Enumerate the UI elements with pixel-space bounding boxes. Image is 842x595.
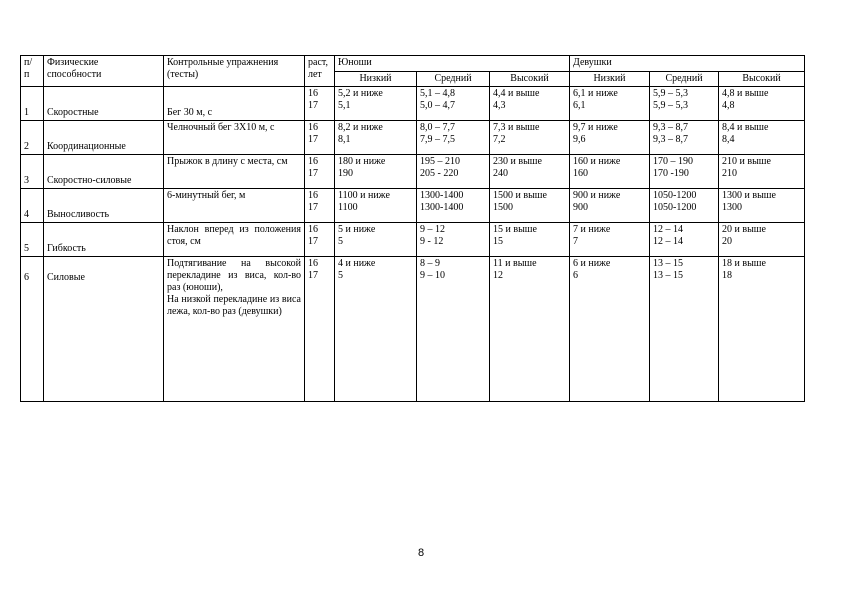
girls-value: 20 и выше bbox=[722, 224, 766, 235]
row-number: 3 bbox=[21, 155, 44, 189]
boys-value: 1100 и ниже bbox=[338, 190, 390, 201]
row-ability: Выносливость bbox=[44, 189, 164, 223]
boys-value: 8,2 и ниже bbox=[338, 122, 383, 133]
boys-level-0 bbox=[335, 87, 417, 121]
girls-value: 900 bbox=[573, 202, 588, 213]
boys-value: 180 и ниже bbox=[338, 156, 386, 167]
exercise-text: Наклон вперед из положения стоя, см bbox=[167, 224, 301, 247]
boys-level-2 bbox=[490, 223, 570, 257]
boys-value: 5 bbox=[338, 236, 343, 247]
boys-value: 1100 bbox=[338, 202, 358, 213]
table-row bbox=[21, 155, 805, 189]
boys-value: 230 и выше bbox=[493, 156, 542, 167]
boys-value: 5,1 – 4,8 bbox=[420, 88, 455, 99]
boys-value: 15 и выше bbox=[493, 224, 537, 235]
page-number: 8 bbox=[417, 547, 425, 559]
girls-value: 6 bbox=[573, 270, 578, 281]
girls-value: 4,8 и выше bbox=[722, 88, 769, 99]
girls-level-2 bbox=[719, 257, 805, 402]
row-number: 5 bbox=[21, 223, 44, 257]
row-exercise bbox=[164, 189, 305, 223]
age-value: 17 bbox=[308, 168, 318, 179]
girls-value: 13 – 15 bbox=[653, 270, 683, 281]
girls-value: 170 -190 bbox=[653, 168, 689, 179]
header-num: п/ п bbox=[21, 56, 44, 87]
row-ages bbox=[305, 121, 335, 155]
boys-value: 4,3 bbox=[493, 100, 506, 111]
row-ages bbox=[305, 155, 335, 189]
boys-value: 12 bbox=[493, 270, 503, 281]
row-exercise bbox=[164, 257, 305, 402]
boys-value: 195 – 210 bbox=[420, 156, 460, 167]
boys-value: 7,2 bbox=[493, 134, 506, 145]
age-value: 17 bbox=[308, 202, 318, 213]
girls-value: 9,3 – 8,7 bbox=[653, 122, 688, 133]
exercise-extra-text: На низкой перекладине из виса лежа, кол-во раз (девушки) bbox=[167, 294, 301, 317]
boys-level-1 bbox=[417, 189, 490, 223]
girls-value: 9,7 и ниже bbox=[573, 122, 618, 133]
row-ages bbox=[305, 87, 335, 121]
table-row bbox=[21, 87, 805, 121]
girls-value: 6,1 bbox=[573, 100, 586, 111]
row-number: 1 bbox=[21, 87, 44, 121]
girls-value: 1050-1200 bbox=[653, 190, 697, 201]
girls-value: 4,8 bbox=[722, 100, 735, 111]
row-ability: Координационные bbox=[44, 121, 164, 155]
girls-value: 160 bbox=[573, 168, 588, 179]
row-number: 6 bbox=[21, 257, 44, 402]
boys-value: 5,0 – 4,7 bbox=[420, 100, 455, 111]
row-exercise bbox=[164, 155, 305, 189]
girls-level-0 bbox=[570, 121, 650, 155]
boys-value: 8,0 – 7,7 bbox=[420, 122, 455, 133]
header-age: раст, лет bbox=[305, 56, 335, 87]
girls-level-0 bbox=[570, 155, 650, 189]
boys-value: 8 – 9 bbox=[420, 258, 440, 269]
boys-value: 1300-1400 bbox=[420, 190, 464, 201]
girls-level-1 bbox=[650, 121, 719, 155]
boys-level-0 bbox=[335, 189, 417, 223]
row-exercise bbox=[164, 223, 305, 257]
girls-value: 12 – 14 bbox=[653, 224, 683, 235]
exercise-text: Челночный бег 3Х10 м, с bbox=[167, 122, 275, 133]
boys-level-1 bbox=[417, 223, 490, 257]
boys-level-2 bbox=[490, 155, 570, 189]
girls-level-1 bbox=[650, 257, 719, 402]
boys-level-1 bbox=[417, 155, 490, 189]
row-ages bbox=[305, 223, 335, 257]
boys-value: 7,3 и выше bbox=[493, 122, 540, 133]
row-ages bbox=[305, 189, 335, 223]
header-row-top bbox=[21, 56, 805, 72]
girls-value: 20 bbox=[722, 236, 732, 247]
boys-level-1 bbox=[417, 121, 490, 155]
boys-level-0 bbox=[335, 257, 417, 402]
exercise-text: Подтягивание на высокой перекладине из виса, кол-во раз (юноши), bbox=[167, 258, 301, 293]
girls-value: 18 bbox=[722, 270, 732, 281]
girls-value: 18 и выше bbox=[722, 258, 766, 269]
girls-value: 8,4 и выше bbox=[722, 122, 769, 133]
boys-value: 9 – 10 bbox=[420, 270, 445, 281]
girls-level-2 bbox=[719, 155, 805, 189]
girls-level-1 bbox=[650, 155, 719, 189]
girls-value: 1300 bbox=[722, 202, 742, 213]
boys-value: 240 bbox=[493, 168, 508, 179]
age-value: 16 bbox=[308, 122, 318, 133]
girls-value: 170 – 190 bbox=[653, 156, 693, 167]
exercise-text: Бег 30 м, с bbox=[167, 107, 213, 118]
age-value: 16 bbox=[308, 88, 318, 99]
age-value: 17 bbox=[308, 100, 318, 111]
boys-value: 5 и ниже bbox=[338, 224, 376, 235]
girls-value: 7 и ниже bbox=[573, 224, 611, 235]
girls-level-0 bbox=[570, 189, 650, 223]
table-row bbox=[21, 121, 805, 155]
header-boys: Юноши bbox=[335, 56, 570, 72]
table-row bbox=[21, 223, 805, 257]
boys-value: 9 - 12 bbox=[420, 236, 444, 247]
boys-value: 4,4 и выше bbox=[493, 88, 540, 99]
girls-value: 160 и ниже bbox=[573, 156, 621, 167]
header-boys-high: Высокий bbox=[490, 71, 570, 87]
header-girls-mid: Средний bbox=[650, 71, 719, 87]
girls-value: 12 – 14 bbox=[653, 236, 683, 247]
boys-value: 11 и выше bbox=[493, 258, 537, 269]
boys-level-0 bbox=[335, 121, 417, 155]
girls-value: 1050-1200 bbox=[653, 202, 697, 213]
girls-level-1 bbox=[650, 87, 719, 121]
girls-level-1 bbox=[650, 223, 719, 257]
girls-value: 7 bbox=[573, 236, 578, 247]
header-girls-low: Низкий bbox=[570, 71, 650, 87]
boys-value: 8,1 bbox=[338, 134, 351, 145]
girls-value: 9,3 – 8,7 bbox=[653, 134, 688, 145]
header-boys-mid: Средний bbox=[417, 71, 490, 87]
row-exercise bbox=[164, 121, 305, 155]
girls-value: 6 и ниже bbox=[573, 258, 611, 269]
boys-value: 15 bbox=[493, 236, 503, 247]
girls-value: 5,9 – 5,3 bbox=[653, 88, 688, 99]
girls-value: 5,9 – 5,3 bbox=[653, 100, 688, 111]
girls-level-1 bbox=[650, 189, 719, 223]
row-ability: Скоростно-силовые bbox=[44, 155, 164, 189]
girls-value: 9,6 bbox=[573, 134, 586, 145]
age-value: 17 bbox=[308, 134, 318, 145]
boys-value: 205 - 220 bbox=[420, 168, 459, 179]
girls-value: 13 – 15 bbox=[653, 258, 683, 269]
age-value: 17 bbox=[308, 270, 318, 281]
table-row bbox=[21, 257, 805, 402]
header-boys-low: Низкий bbox=[335, 71, 417, 87]
boys-level-1 bbox=[417, 257, 490, 402]
girls-level-2 bbox=[719, 87, 805, 121]
boys-level-0 bbox=[335, 155, 417, 189]
girls-level-2 bbox=[719, 223, 805, 257]
fitness-norms-table bbox=[20, 55, 805, 402]
age-value: 16 bbox=[308, 156, 318, 167]
boys-value: 5 bbox=[338, 270, 343, 281]
girls-value: 6,1 и ниже bbox=[573, 88, 618, 99]
boys-level-1 bbox=[417, 87, 490, 121]
girls-level-2 bbox=[719, 121, 805, 155]
boys-level-2 bbox=[490, 257, 570, 402]
boys-value: 1300-1400 bbox=[420, 202, 464, 213]
row-ages bbox=[305, 257, 335, 402]
girls-level-2 bbox=[719, 189, 805, 223]
boys-value: 1500 и выше bbox=[493, 190, 547, 201]
boys-level-2 bbox=[490, 189, 570, 223]
girls-value: 210 и выше bbox=[722, 156, 771, 167]
exercise-text: 6-минутный бег, м bbox=[167, 190, 246, 201]
age-value: 17 bbox=[308, 236, 318, 247]
boys-value: 5,1 bbox=[338, 100, 351, 111]
exercise-text: Прыжок в длину с места, см bbox=[167, 156, 288, 167]
row-number: 4 bbox=[21, 189, 44, 223]
girls-level-0 bbox=[570, 223, 650, 257]
boys-value: 190 bbox=[338, 168, 353, 179]
boys-value: 1500 bbox=[493, 202, 513, 213]
boys-level-2 bbox=[490, 87, 570, 121]
boys-value: 4 и ниже bbox=[338, 258, 376, 269]
girls-value: 900 и ниже bbox=[573, 190, 621, 201]
girls-value: 8,4 bbox=[722, 134, 735, 145]
table-row bbox=[21, 189, 805, 223]
header-girls-high: Высокий bbox=[719, 71, 805, 87]
header-girls: Девушки bbox=[570, 56, 805, 72]
row-exercise bbox=[164, 87, 305, 121]
boys-value: 5,2 и ниже bbox=[338, 88, 383, 99]
row-ability: Гибкость bbox=[44, 223, 164, 257]
header-exercise: Контрольные упражнения (тесты) bbox=[164, 56, 305, 87]
boys-level-0 bbox=[335, 223, 417, 257]
row-number: 2 bbox=[21, 121, 44, 155]
girls-value: 1300 и выше bbox=[722, 190, 776, 201]
age-value: 16 bbox=[308, 190, 318, 201]
boys-value: 9 – 12 bbox=[420, 224, 445, 235]
girls-level-0 bbox=[570, 257, 650, 402]
girls-level-0 bbox=[570, 87, 650, 121]
row-ability: Силовые bbox=[44, 257, 164, 402]
girls-value: 210 bbox=[722, 168, 737, 179]
boys-level-2 bbox=[490, 121, 570, 155]
header-ability: Физические способности bbox=[44, 56, 164, 87]
row-ability: Скоростные bbox=[44, 87, 164, 121]
age-value: 16 bbox=[308, 258, 318, 269]
boys-value: 7,9 – 7,5 bbox=[420, 134, 455, 145]
age-value: 16 bbox=[308, 224, 318, 235]
